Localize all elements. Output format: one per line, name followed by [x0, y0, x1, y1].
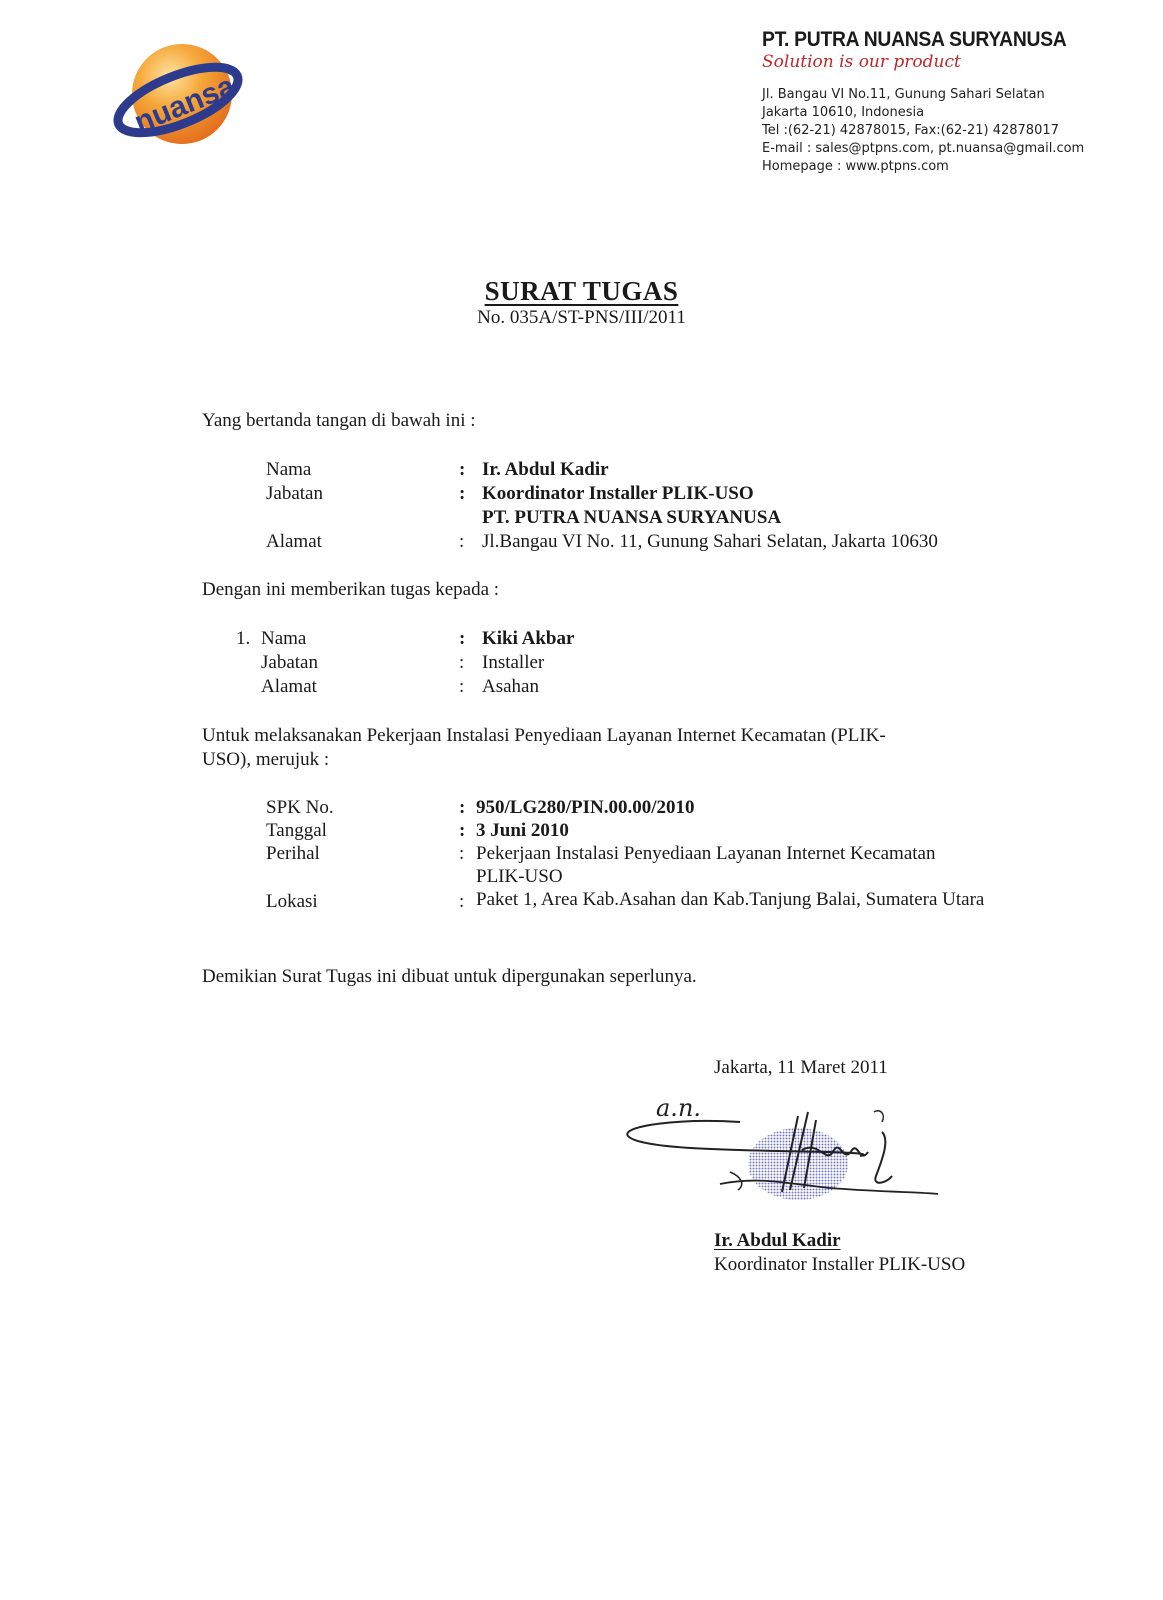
- spk-label: SPK No.: [266, 797, 334, 818]
- date-label: Tanggal: [266, 820, 327, 841]
- signer-position: Koordinator Installer PLIK-USO: [714, 1254, 966, 1275]
- company-name: PT. PUTRA NUANSA SURYANUSA: [762, 28, 1067, 51]
- phone-line: Tel :(62-21) 42878015, Fax:(62-21) 42878017: [762, 123, 1059, 138]
- signatory-position-label: Jabatan: [266, 483, 323, 504]
- signatory-address-value: Jl.Bangau VI No. 11, Gunung Sahari Selatan, Jakarta 10630: [482, 531, 938, 552]
- document-title: SURAT TUGAS: [484, 276, 679, 306]
- signatory-company-value: PT. PUTRA NUANSA SURYANUSA: [482, 507, 782, 528]
- intro-text: Yang bertanda tangan di bawah ini :: [202, 410, 476, 431]
- colon: :: [459, 483, 466, 504]
- subject-label: Perihal: [266, 843, 320, 864]
- colon: :: [459, 891, 465, 912]
- subject-line1: Pekerjaan Instalasi Penyediaan Layanan Internet Kecamatan: [476, 843, 936, 864]
- company-logo: [108, 36, 248, 156]
- signer-name: Ir. Abdul Kadir: [714, 1230, 841, 1251]
- company-tagline: Solution is our product: [762, 52, 961, 72]
- stamp-seal: [748, 1128, 848, 1200]
- logo-text: nuansa: [129, 69, 240, 140]
- colon: :: [459, 628, 466, 649]
- signatory-position-value: Koordinator Installer PLIK-USO: [482, 483, 754, 504]
- company-contact: [762, 86, 1084, 176]
- address-line2: Jakarta 10610, Indonesia: [762, 105, 925, 120]
- colon: :: [459, 459, 466, 480]
- subject-line2: PLIK-USO: [476, 866, 563, 887]
- address-line1: Jl. Bangau VI No.11, Gunung Sahari Selatan: [762, 87, 1045, 102]
- homepage-line: Homepage : www.ptpns.com: [762, 159, 949, 174]
- purpose-line2: USO), merujuk :: [202, 749, 330, 770]
- closing-text: Demikian Surat Tugas ini dibuat untuk dipergunakan seperlunya.: [202, 966, 697, 987]
- colon: :: [459, 676, 465, 697]
- colon: :: [459, 652, 465, 673]
- document-number: No. 035A/ST-PNS/III/2011: [477, 307, 686, 328]
- assignee-position-label: Jabatan: [261, 652, 318, 673]
- assignee-name-label: Nama: [261, 628, 307, 649]
- place-date: Jakarta, 11 Maret 2011: [714, 1057, 888, 1078]
- assignee-address-label: Alamat: [261, 676, 317, 697]
- signature-stamp: [620, 1080, 960, 1230]
- date-value: 3 Juni 2010: [476, 820, 569, 841]
- an-mark: a.n.: [656, 1094, 702, 1122]
- signatory-address-label: Alamat: [266, 531, 322, 552]
- assign-intro-text: Dengan ini memberikan tugas kepada :: [202, 579, 500, 600]
- email-line: E-mail : sales@ptpns.com, pt.nuansa@gmail.com: [762, 141, 1085, 156]
- location-value: Paket 1, Area Kab.Asahan dan Kab.Tanjung Balai, Sumatera Utara: [476, 889, 985, 910]
- signatory-name-value: Ir. Abdul Kadir: [482, 459, 609, 480]
- colon: :: [459, 820, 466, 841]
- spk-value: 950/LG280/PIN.00.00/2010: [476, 797, 695, 818]
- colon: :: [459, 797, 466, 818]
- purpose-line1: Untuk melaksanakan Pekerjaan Instalasi Penyediaan Layanan Internet Kecamatan (PLIK-: [202, 725, 886, 746]
- location-label: Lokasi: [266, 891, 318, 912]
- assignee-index: 1.: [236, 628, 251, 649]
- colon: :: [459, 843, 465, 864]
- assignee-name-value: Kiki Akbar: [482, 628, 575, 649]
- signatory-name-label: Nama: [266, 459, 312, 480]
- assignee-address-value: Asahan: [482, 676, 539, 697]
- colon: :: [459, 531, 465, 552]
- assignee-position-value: Installer: [482, 652, 545, 673]
